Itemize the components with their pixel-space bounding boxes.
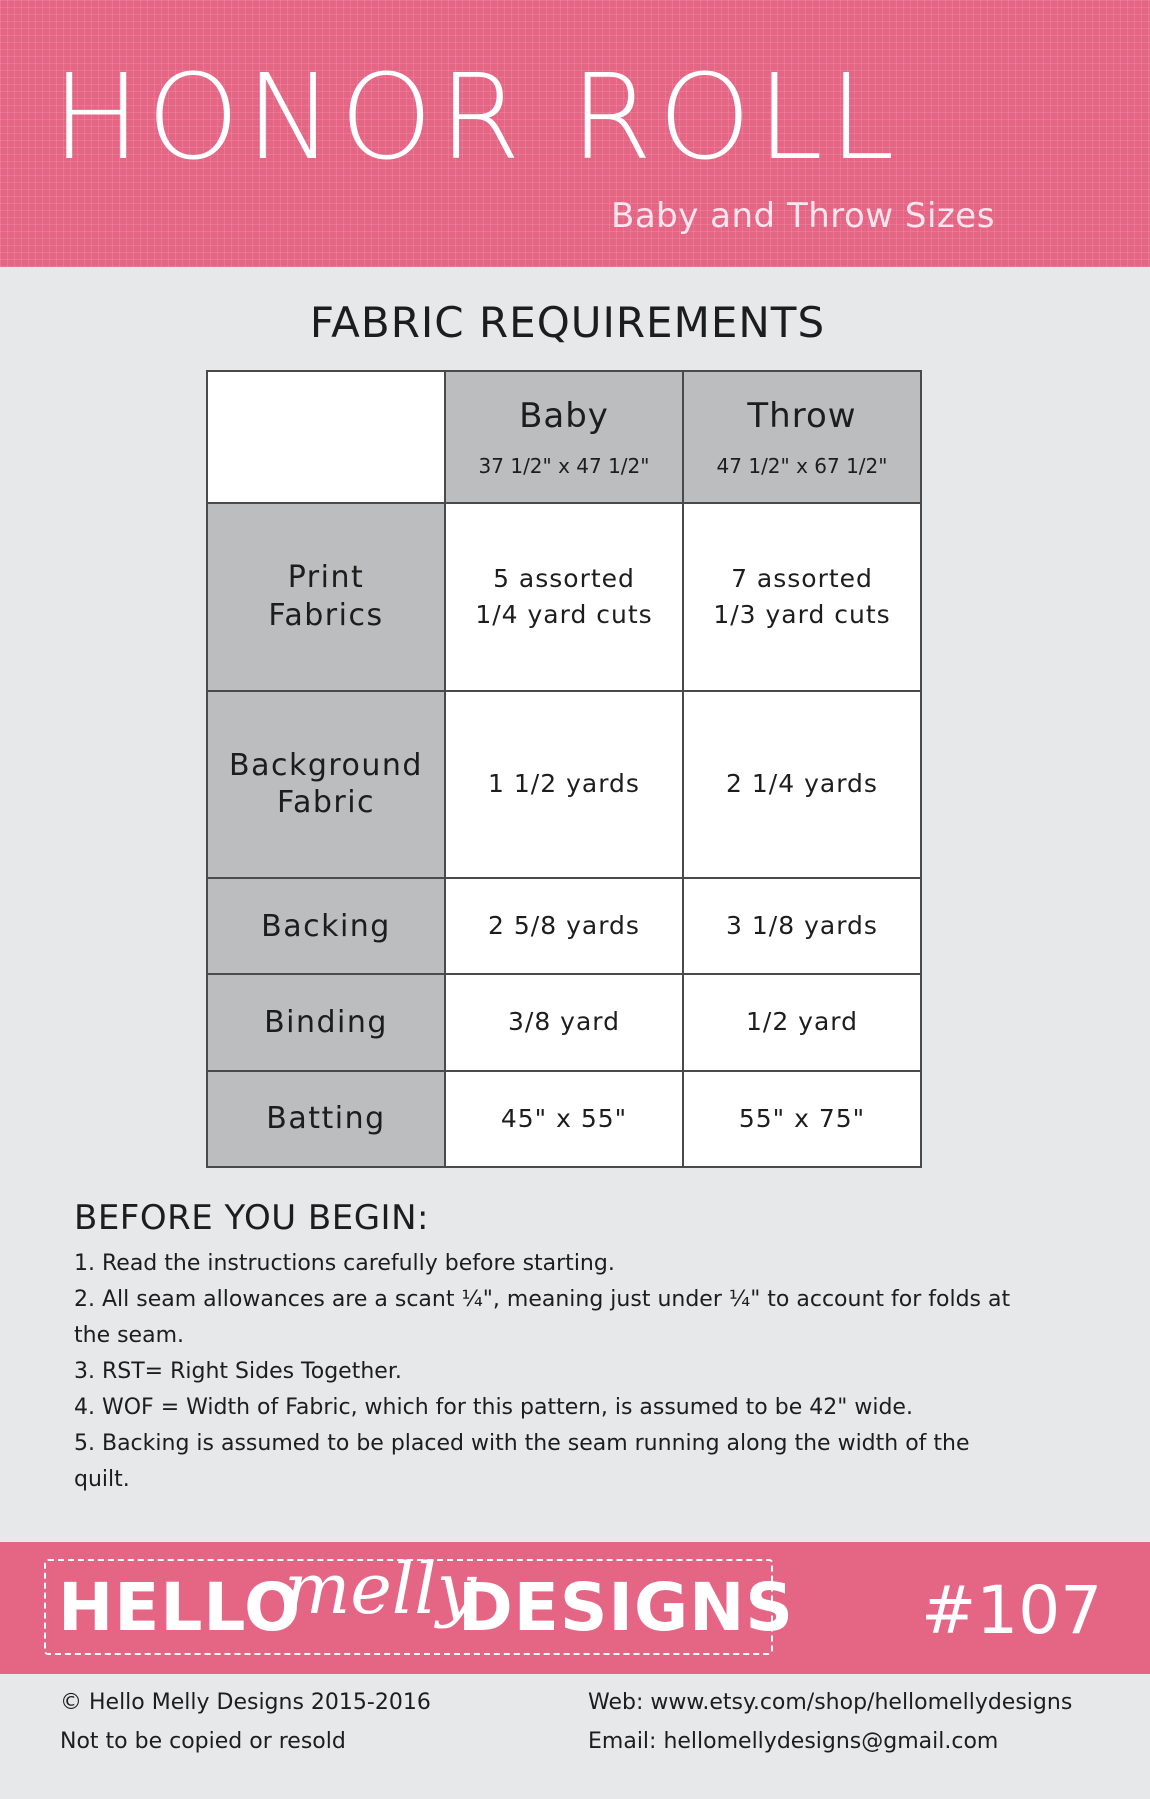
copyright-text: © Hello Melly Designs 2015-2016: [60, 1690, 431, 1715]
table-row: [207, 974, 921, 1070]
row-label-binding: Binding: [207, 974, 445, 1070]
web-link[interactable]: Web: www.etsy.com/shop/hellomellydesigns: [588, 1690, 1073, 1715]
cell-baby: 5 assorted 1/4 yard cuts: [445, 503, 683, 691]
table-corner-cell: [207, 371, 445, 503]
row-label-backing: Backing: [207, 878, 445, 974]
before-you-begin-list: [74, 1246, 1014, 1498]
list-item: 4. WOF = Width of Fabric, which for this pattern, is assumed to be 42" wide.: [74, 1395, 913, 1420]
logo-hello-text: HELLO: [58, 1569, 302, 1646]
cell-baby: 1 1/2 yards: [445, 691, 683, 879]
column-size: 37 1/2" x 47 1/2": [478, 454, 650, 478]
notice-text: Not to be copied or resold: [60, 1729, 346, 1754]
column-name: Baby: [519, 396, 609, 436]
page-title: HONOR ROLL: [52, 48, 901, 186]
cell-throw: 2 1/4 yards: [683, 691, 921, 879]
fabric-requirements-title: FABRIC REQUIREMENTS: [309, 298, 826, 347]
table-row: [207, 1071, 921, 1167]
cell-baby: 45" x 55": [445, 1071, 683, 1167]
logo-melly-script: melly: [284, 1548, 477, 1630]
cell-throw: 1/2 yard: [683, 974, 921, 1070]
row-label-background-fabric: Background Fabric: [207, 691, 445, 879]
footer-left: [60, 1683, 431, 1761]
cell-baby: 3/8 yard: [445, 974, 683, 1070]
column-name: Throw: [747, 396, 857, 436]
cell-throw: 55" x 75": [683, 1071, 921, 1167]
table-row: [207, 691, 921, 879]
footer-right: [588, 1683, 1072, 1761]
cell-baby: 2 5/8 yards: [445, 878, 683, 974]
list-item: 1. Read the instructions carefully before starting.: [74, 1251, 615, 1276]
list-item: 5. Backing is assumed to be placed with the seam running along the width of the quilt.: [74, 1431, 970, 1492]
email-link[interactable]: Email: hellomellydesigns@gmail.com: [588, 1729, 999, 1754]
list-item: 3. RST= Right Sides Together.: [74, 1359, 402, 1384]
logo-designs-text: DESIGNS: [458, 1569, 794, 1646]
fabric-requirements-table: [206, 370, 922, 1168]
table-row: [207, 503, 921, 691]
table-row: [207, 878, 921, 974]
table-header-row: [207, 371, 921, 503]
page-subtitle: Baby and Throw Sizes: [611, 196, 995, 236]
column-size: 47 1/2" x 67 1/2": [716, 454, 888, 478]
pattern-number: #107: [921, 1572, 1103, 1649]
before-you-begin-heading: BEFORE YOU BEGIN:: [74, 1198, 429, 1238]
list-item: 2. All seam allowances are a scant ¼", meaning just under ¼" to account for folds at the seam.: [74, 1287, 1011, 1348]
row-label-batting: Batting: [207, 1071, 445, 1167]
row-label-print-fabrics: Print Fabrics: [207, 503, 445, 691]
cell-throw: 3 1/8 yards: [683, 878, 921, 974]
column-header-throw: [683, 371, 921, 503]
column-header-baby: [445, 371, 683, 503]
cell-throw: 7 assorted 1/3 yard cuts: [683, 503, 921, 691]
